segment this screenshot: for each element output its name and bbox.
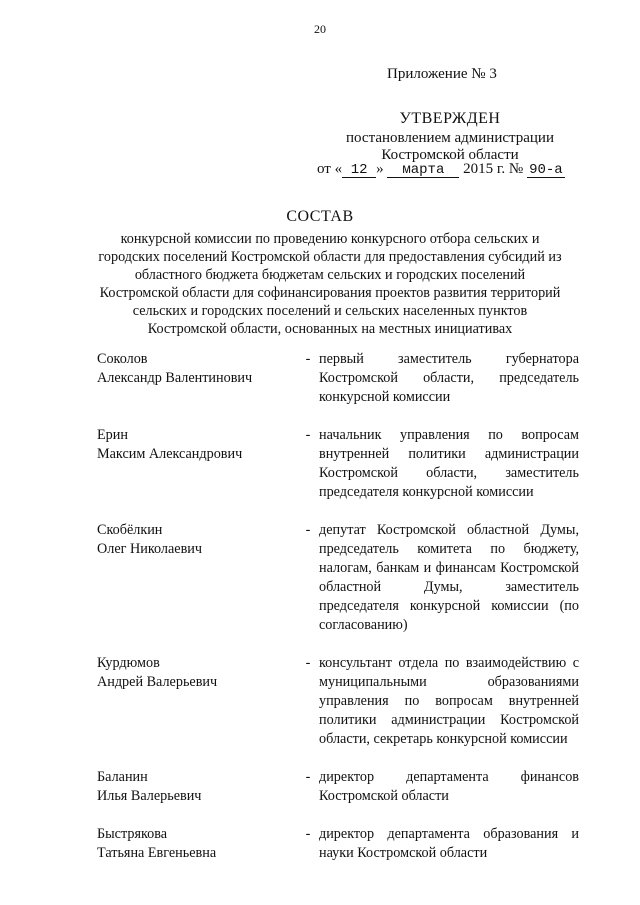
document-number: 90-а — [527, 163, 565, 178]
members-list — [97, 350, 579, 863]
approval-line-2: Костромской области — [381, 147, 519, 163]
member-role: консультант отдела по взаимодействию с муниципальными образованиями управления по вопросам внутренней политики администрации Костромской области, секретарь конкурсной комиссии — [319, 655, 579, 747]
member-surname: Курдюмов — [97, 655, 160, 671]
approval-block — [300, 110, 600, 164]
member-given-name: Андрей Валерьевич — [97, 674, 218, 690]
member-surname: Быстрякова — [97, 826, 168, 842]
approval-line-1: постановлением администрации — [346, 130, 554, 146]
member-role: первый заместитель губернатора Костромской области, председатель конкурсной комиссии — [319, 351, 579, 405]
member-given-name: Максим Александрович — [97, 446, 243, 462]
member-surname: Баланин — [97, 769, 148, 785]
member-dash: - — [305, 351, 311, 367]
member-surname: Скобёлкин — [97, 522, 163, 538]
member-dash: - — [305, 655, 311, 671]
appendix-label: Приложение № 3 — [387, 66, 497, 82]
member-name — [97, 521, 297, 635]
member-dash: - — [305, 826, 311, 842]
member-role: директор департамента финансов Костромской области — [319, 769, 579, 804]
member-name — [97, 825, 297, 863]
document-heading: СОСТАВ — [286, 208, 354, 225]
member-dash: - — [305, 427, 311, 443]
date-day: 12 — [342, 163, 376, 178]
member-dash: - — [305, 769, 311, 785]
member-given-name: Александр Валентинович — [97, 370, 253, 386]
member-row — [97, 825, 579, 863]
member-role: начальник управления по вопросам внутренней политики администрации Костромской области, заместитель председателя конкурсной комиссии — [319, 427, 579, 500]
member-name — [97, 654, 297, 749]
member-row — [97, 426, 579, 502]
member-name — [97, 426, 297, 502]
page-number: 20 — [314, 22, 326, 36]
date-prefix: от « — [317, 161, 343, 177]
member-given-name: Татьяна Евгеньевна — [97, 845, 217, 861]
date-quote-close: » — [376, 161, 384, 177]
member-given-name: Олег Николаевич — [97, 541, 203, 557]
member-dash: - — [305, 522, 311, 538]
member-role: депутат Костромской областной Думы, председатель комитета по бюджету, налогам, банкам и финансам Костромской областной Думы, заместитель председателя конкурсной комиссии (по согласованию) — [319, 522, 579, 633]
number-prefix: № — [508, 161, 524, 177]
member-row — [97, 350, 579, 407]
member-surname: Соколов — [97, 351, 148, 367]
member-name — [97, 350, 297, 407]
member-surname: Ерин — [97, 427, 128, 443]
approval-date-line — [317, 161, 565, 178]
date-year: 2015 г. — [463, 161, 506, 177]
approval-title: УТВЕРЖДЕН — [399, 110, 501, 127]
member-name — [97, 768, 297, 806]
member-row — [97, 768, 579, 806]
member-row — [97, 654, 579, 749]
member-given-name: Илья Валерьевич — [97, 788, 202, 804]
member-row — [97, 521, 579, 635]
member-role: директор департамента образования и науки Костромской области — [319, 826, 579, 861]
date-month: марта — [387, 163, 459, 178]
document-subheading: конкурсной комиссии по проведению конкурсного отбора сельских и городских поселений Костромской области для предоставления субсидий из областного бюджета бюджетам сельских и городских поселений Костромской области для софинансирования проектов развития территорий сельских и городских поселений и сельских населенных пунктов Костромской области, основанных на местных инициативах — [98, 231, 562, 337]
